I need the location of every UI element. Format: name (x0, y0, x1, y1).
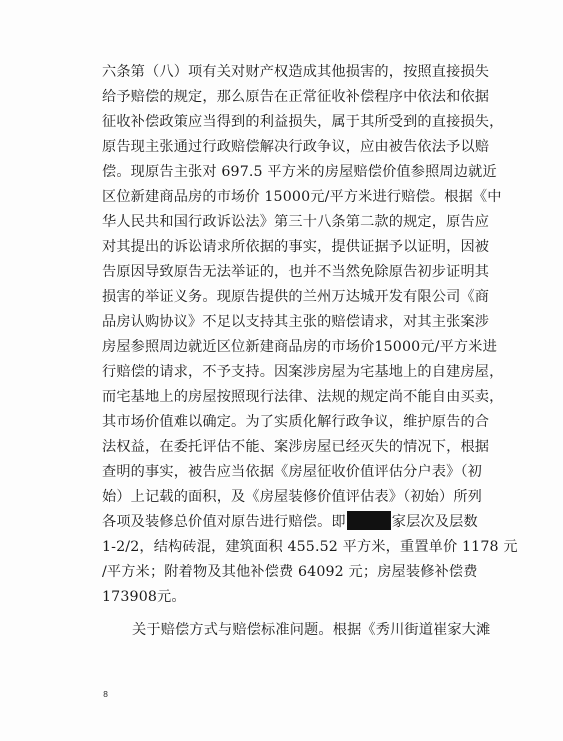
text-line: 1-2/2，结构砖混，建筑面积 455.52 平方米，重置单价 1178 元 (102, 539, 518, 555)
text-line: 损害的举证义务。现原告提供的兰州万达城开发有限公司《商 (102, 289, 490, 305)
text-line-with-redaction (102, 510, 478, 535)
text-line: 其市场价值难以确定。为了实质化解行政争议，维护原告的合 (102, 414, 490, 430)
text-line: 给予赔偿的规定，那么原告在正常征收补偿程序中依法和依据 (102, 89, 490, 105)
text-line: 房屋参照周边就近区位新建商品房的市场价15000元/平方米进 (102, 339, 497, 355)
text-line: 华人民共和国行政诉讼法》第三十八条第二款的规定，原告应 (102, 214, 490, 230)
text-line: 区位新建商品房的市场价 15000元/平方米进行赔偿。根据《中 (102, 189, 502, 205)
text-line: 偿。现原告主张对 697.5 平方米的房屋赔偿价值参照周边就近 (102, 164, 497, 180)
text-line: 查明的事实，被告应当依据《房屋征收价值评估分户表》（初 (102, 464, 483, 480)
paragraph-start: 关于赔偿方式与赔偿标准问题。根据《秀川街道崔家大滩 (132, 622, 491, 638)
redaction-block (347, 511, 391, 530)
paragraph-gap (102, 610, 474, 618)
text-line: 法权益，在委托评估不能、案涉房屋已经灭失的情况下，根据 (102, 439, 490, 455)
text-line: /平方米；附着物及其他补偿费 64092 元；房屋装修补偿费 (102, 564, 478, 580)
text-line: 而宅基地上的房屋按照现行法律、法规的规定尚不能自由买卖， (102, 389, 504, 405)
page-number: 8 (103, 690, 109, 699)
text-line: 征收补偿政策应当得到的利益损失，属于其所受到的直接损失， (102, 114, 504, 130)
text-line: 173908元。 (102, 589, 186, 605)
text-segment: 家层次及层数 (391, 514, 478, 530)
text-line: 行赔偿的请求，不予支持。因案涉房屋为宅基地上的自建房屋， (102, 364, 504, 380)
text-line: 告原因导致原告无法举证的，也并不当然免除原告初步证明其 (102, 264, 490, 280)
text-line: 对其提出的诉讼请求所依据的事实，提供证据予以证明，因被 (102, 239, 490, 255)
text-line: 品房认购协议》不足以支持其主张的赔偿请求，对其主张案涉 (102, 314, 490, 330)
text-line: 始）上记载的面积，及《房屋装修价值评估表》（初始）所列 (102, 489, 483, 505)
text-segment: 各项及装修总价值对原告进行赔偿。即 (102, 514, 346, 530)
text-line: 六条第（八）项有关对财产权造成其他损害的，按照直接损失 (102, 64, 490, 80)
body-text (102, 60, 518, 643)
text-line: 原告现主张通过行政赔偿解决行政争议，应由被告依法予以赔 (102, 139, 490, 155)
